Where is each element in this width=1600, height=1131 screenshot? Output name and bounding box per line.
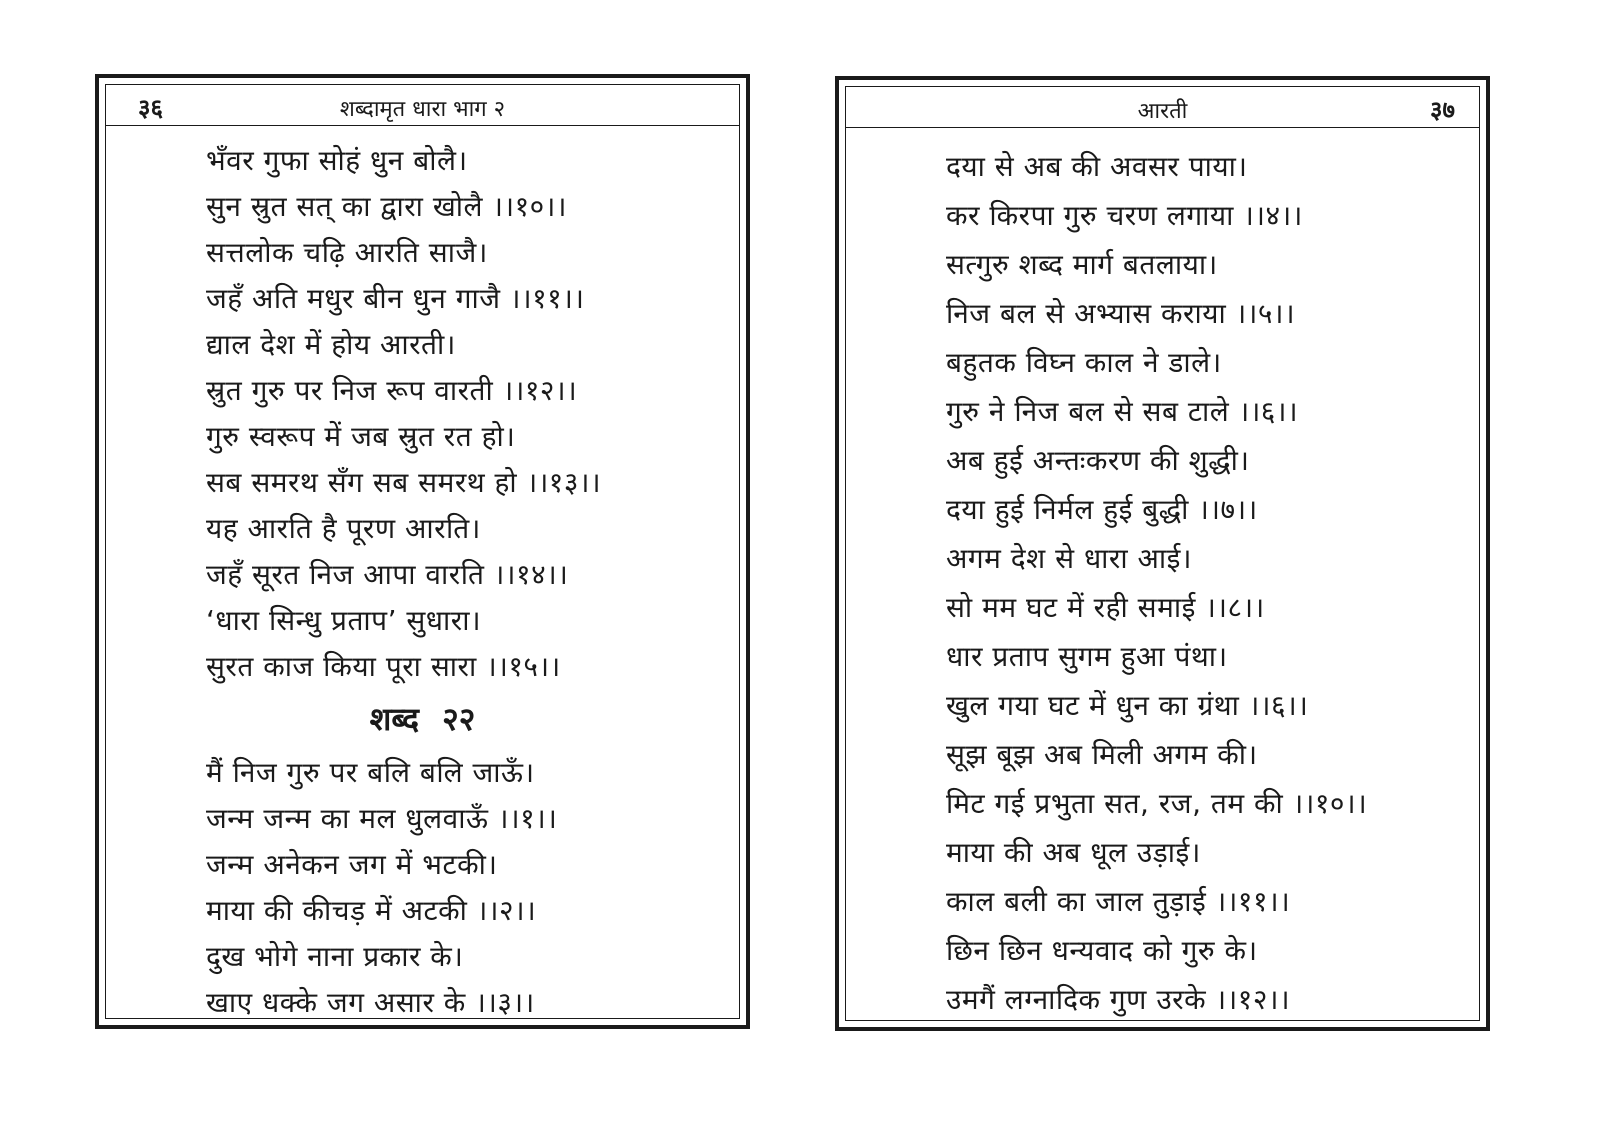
- verse-line: सूझ बूझ अब मिली अगम की।: [946, 738, 1258, 771]
- verse-line: जन्म अनेकन जग में भटकी।: [206, 848, 498, 881]
- verse-line: दुख भोगे नाना प्रकार के।: [206, 940, 464, 973]
- verse-line: द्याल देश में होय आरती।: [206, 328, 456, 361]
- left-page-number: ३६: [138, 94, 163, 122]
- verse-line: कर किरपा गुरु चरण लगाया ।।४।।: [946, 199, 1303, 232]
- verse-line: अब हुई अन्तःकरण की शुद्धी।: [946, 444, 1250, 477]
- verse-line: उमगैं लग्नादिक गुण उरके ।।१२।।: [946, 983, 1291, 1016]
- right-page: [835, 76, 1490, 1031]
- verse-line: गुरु ने निज बल से सब टाले ।।६।।: [946, 395, 1299, 428]
- verse-line: काल बली का जाल तुड़ाई ।।११।।: [946, 885, 1291, 918]
- left-page-frame: [105, 84, 740, 1019]
- right-page-frame: [845, 86, 1480, 1021]
- verse-line: सुरत काज किया पूरा सारा ।।१५।।: [206, 650, 561, 683]
- verse-line: जन्म जन्म का मल धुलवाऊँ ।।१।।: [206, 802, 558, 835]
- verse-line: मैं निज गुरु पर बलि बलि जाऊँ।: [206, 756, 535, 789]
- verse-line: खाए धक्के जग असार के ।।३।।: [206, 986, 535, 1019]
- left-page-header: [106, 85, 739, 126]
- right-page-header-title: आरती: [1137, 99, 1188, 124]
- verse-line: धार प्रताप सुगम हुआ पंथा।: [946, 640, 1228, 673]
- verse-line: गुरु स्वरूप में जब स्रुत रत हो।: [206, 420, 516, 453]
- verse-line: दया से अब की अवसर पाया।: [946, 150, 1248, 183]
- verse-line: अगम देश से धारा आई।: [946, 542, 1192, 575]
- verse-line: निज बल से अभ्यास कराया ।।५।।: [946, 297, 1296, 330]
- verse-line: माया की कीचड़ में अटकी ।।२।।: [206, 894, 537, 927]
- verse-line: जहँ सूरत निज आपा वारति ।।१४।।: [206, 558, 569, 591]
- section-heading: शब्द २२: [369, 700, 476, 738]
- verse-line: मिट गई प्रभुता सत, रज, तम की ।।१०।।: [946, 787, 1368, 820]
- left-page: [95, 74, 750, 1029]
- verse-line: स्रुत गुरु पर निज रूप वारती ।।१२।।: [206, 374, 578, 407]
- verse-line: छिन छिन धन्यवाद को गुरु के।: [946, 934, 1258, 967]
- right-page-header: [846, 87, 1479, 128]
- verse-line: बहुतक विघ्न काल ने डाले।: [946, 346, 1222, 379]
- verse-line: ‘धारा सिन्धु प्रताप’ सुधारा।: [206, 604, 482, 637]
- verse-line: जहँ अति मधुर बीन धुन गाजै ।।११।।: [206, 282, 585, 315]
- right-page-number: ३७: [1430, 96, 1455, 124]
- verse-line: सत्तलोक चढ़ि आरति साजै।: [206, 236, 488, 269]
- verse-line: भँवर गुफा सोहं धुन बोलै।: [206, 144, 468, 177]
- verse-line: दया हुई निर्मल हुई बुद्धी ।।७।।: [946, 493, 1258, 526]
- verse-line: सब समरथ सँग सब समरथ हो ।।१३।।: [206, 466, 602, 499]
- verse-line: माया की अब धूल उड़ाई।: [946, 836, 1201, 869]
- verse-line: खुल गया घट में धुन का ग्रंथा ।।६।।: [946, 689, 1309, 722]
- verse-line: सो मम घट में रही समाई ।।८।।: [946, 591, 1265, 624]
- verse-line: सत्गुरु शब्द मार्ग बतलाया।: [946, 248, 1218, 281]
- left-page-header-title: शब्दामृत धारा भाग २: [339, 97, 506, 122]
- verse-line: सुन स्रुत सत् का द्वारा खोलै ।।१०।।: [206, 190, 567, 223]
- verse-line: यह आरति है पूरण आरति।: [206, 512, 481, 545]
